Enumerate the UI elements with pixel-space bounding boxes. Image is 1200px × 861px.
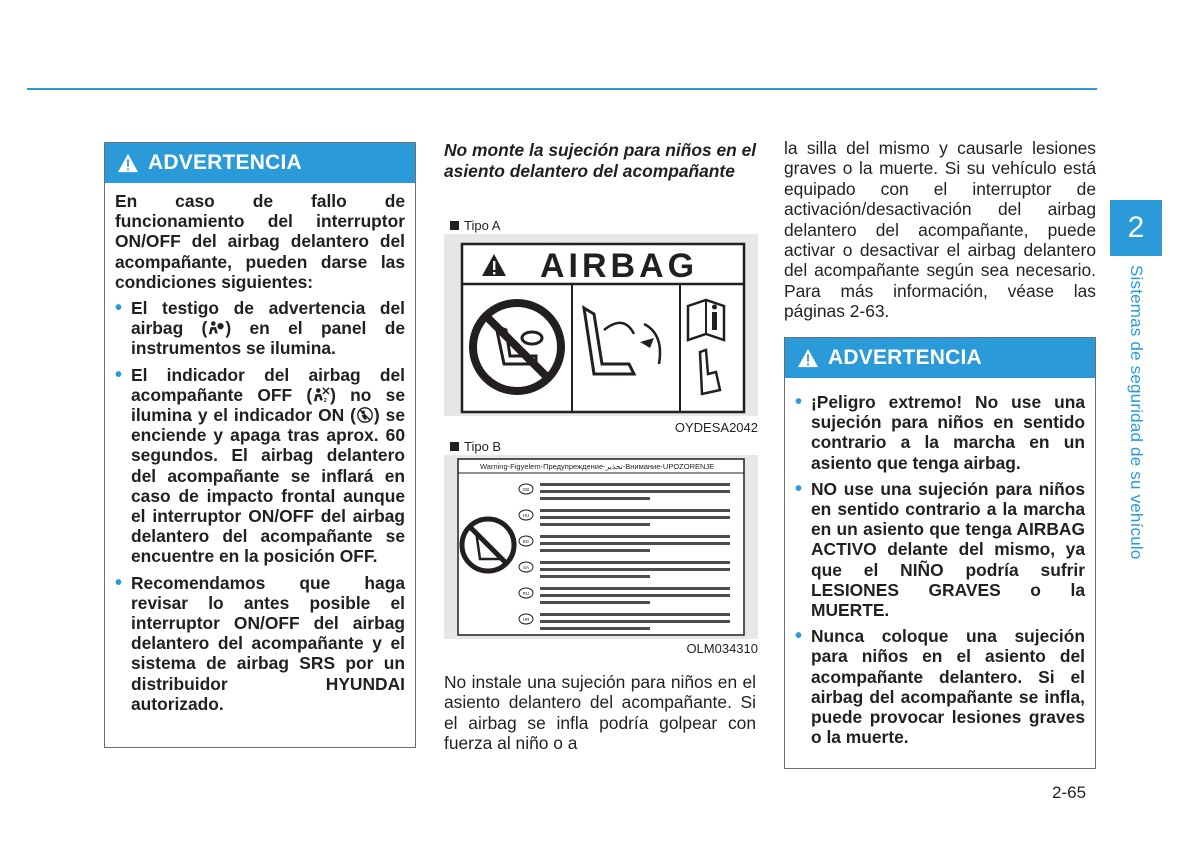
illegible-text-line xyxy=(540,516,730,519)
top-rule xyxy=(27,88,1097,90)
figure-b xyxy=(444,455,758,656)
airbag-label-illustration xyxy=(444,234,758,416)
figure-a-label-text: Tipo A xyxy=(464,218,501,233)
list-item xyxy=(115,298,405,359)
warning-triangle-icon xyxy=(117,152,139,174)
figure-a-code: OYDESA2042 xyxy=(674,420,758,435)
bullet-text: ) se enciende y apaga tras aprox. 60 segundos. El airbag delantero del acompañante se inflará en caso de impacto frontal aunque el interruptor ON/OFF del airbag delantero del acompañante se encuentre en la posición OFF. xyxy=(131,405,406,567)
chapter-tab xyxy=(1110,200,1162,256)
bullet-text: ) en el panel de instrumentos se ilumina. xyxy=(131,318,405,359)
illegible-text-line xyxy=(540,523,650,526)
warning-header xyxy=(105,143,415,183)
chapter-title: Sistemas de seguridad de su vehículo xyxy=(1127,265,1146,560)
illegible-text-line xyxy=(540,497,650,500)
warning-heading: ADVERTENCIA xyxy=(148,151,302,174)
bullet-text: ) no se ilumina y el indicador ON ( xyxy=(131,384,405,426)
illegible-text-line xyxy=(540,575,650,578)
section-title: No monte la sujeción para niños en el asiento delantero del acompañante xyxy=(444,140,757,181)
language-code: HR xyxy=(522,617,530,622)
illegible-text-line xyxy=(540,613,730,616)
illegible-text-line xyxy=(540,620,730,623)
airbag-on-icon xyxy=(356,406,374,424)
list-item: • NO use una sujeción para niños en sentido contrario a la marcha en un asiento que tenga AIRBAG ACTIVO delante del mismo, ya que el NIÑO podría sufrir LESIONES GRAVES o la MUERTE. xyxy=(795,479,1085,620)
body-paragraph-continued: la silla del mismo y causarle lesiones graves o la muerte. Si su vehículo está equipado con el interruptor de activación/desactivación del airbag delantero del acompañante, puede activar o desactivar el airbag delantero del acompañante según sea necesario. Para más información, véase las páginas 2-63. xyxy=(784,138,1096,322)
list-item: • Nunca coloque una sujeción para niños en el asiento del acompañante delantero. Si el airbag del acompañante se infla, puede provocar lesiones graves o la muerte. xyxy=(795,626,1085,747)
bullet-text: El indicador del airbag del acompañante OFF ( xyxy=(131,364,405,405)
airbag-warning-icon xyxy=(207,319,225,337)
language-code: GB xyxy=(522,487,530,492)
figure-b-label xyxy=(450,439,501,454)
chapter-number: 2 xyxy=(1127,211,1145,244)
illegible-text-line xyxy=(540,627,650,630)
illegible-text-line xyxy=(540,568,730,571)
figure-b-header: Warning-Figyelem-Предупреждение-تحذير-Внимание-UPOZORENJE xyxy=(480,462,715,471)
list-item: • Recomendamos que haga revisar lo antes posible el interruptor ON/OFF del airbag delantero del acompañante y el sistema de airbag SRS por un distribuidor HYUNDAI autorizado. xyxy=(115,573,405,714)
page-number: 2-65 xyxy=(1052,783,1087,802)
figure-b-code: OLM034310 xyxy=(686,641,758,656)
warning-triangle-icon xyxy=(797,347,819,369)
figure-a-label xyxy=(450,218,500,233)
warning-box-left xyxy=(104,142,416,748)
illegible-text-line xyxy=(540,490,730,493)
list-item: • ¡Peligro extremo! No use una sujeción para niños en sentido contrario a la marcha en un asiento que tenga airbag. xyxy=(795,392,1085,473)
illegible-text-line xyxy=(540,561,730,564)
language-code: BG xyxy=(522,539,530,544)
illegible-text-line xyxy=(540,601,650,604)
language-code: HU xyxy=(522,513,530,518)
illegible-text-line xyxy=(540,587,730,590)
warning-intro: En caso de fallo de funcionamiento del interruptor ON/OFF del airbag delantero del acompañante, pueden darse las condiciones siguientes: xyxy=(115,191,405,292)
figure-b-label-text: Tipo B xyxy=(464,439,502,454)
language-code: RU xyxy=(522,591,530,596)
illegible-text-line xyxy=(540,483,730,486)
illegible-text-line xyxy=(540,509,730,512)
warning-box-right xyxy=(784,337,1096,769)
warning-heading: ADVERTENCIA xyxy=(828,346,982,369)
figure-a xyxy=(444,234,758,435)
airbag-text: AIRBAG xyxy=(540,247,699,285)
illegible-text-line xyxy=(540,542,730,545)
body-paragraph: No instale una sujeción para niños en el asiento delantero del acompañante. Si el airbag se infla podría golpear con fuerza al niño o a xyxy=(444,672,756,754)
warning-header xyxy=(785,338,1095,378)
warning-label-illustration xyxy=(444,455,758,639)
svg-text:2: 2 xyxy=(323,398,327,404)
airbag-off-icon xyxy=(312,386,330,404)
illegible-text-line xyxy=(540,549,650,552)
list-item xyxy=(115,365,405,567)
language-code: SA xyxy=(522,565,530,570)
illegible-text-line xyxy=(540,535,730,538)
illegible-text-line xyxy=(540,594,730,597)
bullet-text: El testigo de advertencia del airbag ( xyxy=(131,298,405,339)
